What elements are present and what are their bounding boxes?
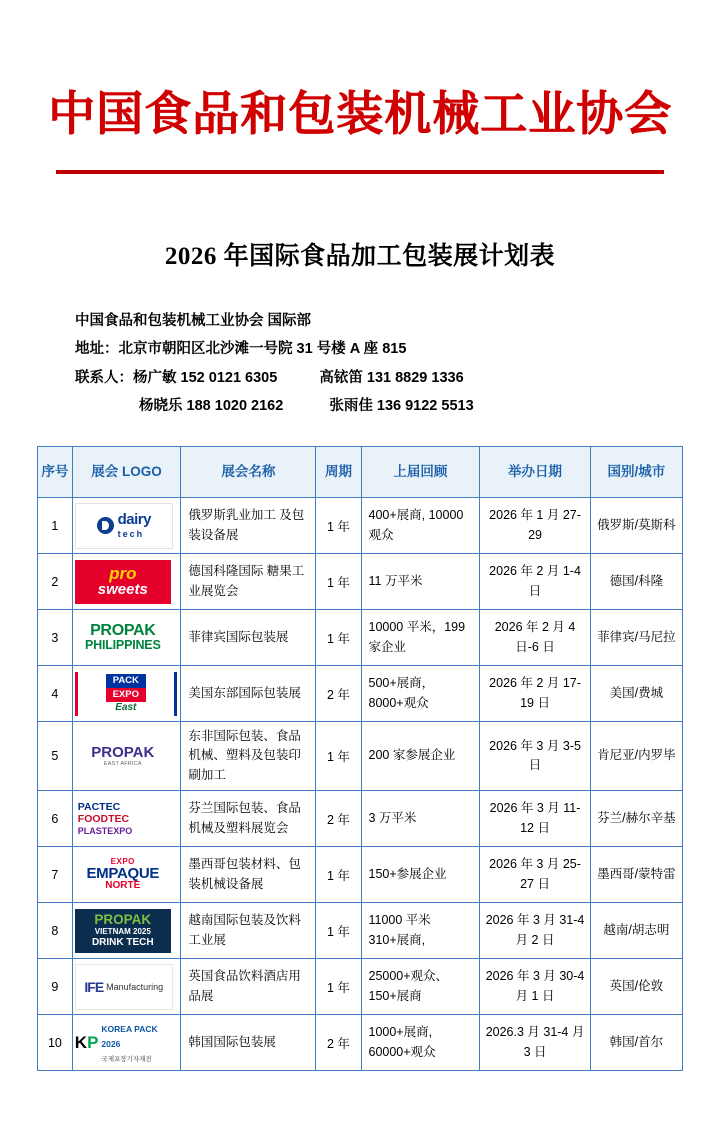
contact-address: 地址：北京市朝阳区北沙滩一号院 31 号楼 A 座 815	[75, 341, 407, 358]
exhibition-place: 德国/科隆	[590, 554, 682, 610]
exhibition-date: 2026.3 月 31-4 月 3 日	[480, 1015, 591, 1071]
exhibition-date: 2026 年 3 月 25-27 日	[480, 847, 591, 903]
exhibition-name: 东非国际包装、食品机械、塑料及包装印刷加工	[181, 722, 316, 791]
contact-person-3: 杨晓乐 188 1020 2162	[139, 397, 284, 414]
exhibition-name: 菲律宾国际包装展	[181, 610, 316, 666]
dairytech-logo: dairy tech	[75, 503, 173, 549]
propak-philippines-logo: PROPAK PHILIPPINES	[75, 616, 171, 660]
exhibition-schedule-table	[37, 446, 683, 1071]
exhibition-name: 美国东部国际包装展	[181, 666, 316, 722]
row-index: 10	[38, 1015, 73, 1071]
exhibition-logo-cell	[72, 554, 181, 610]
contact-department: 中国食品和包装机械工业协会 国际部	[75, 313, 312, 330]
table-row	[38, 959, 683, 1015]
exhibition-logo-cell	[72, 610, 181, 666]
table-header-row	[38, 447, 683, 498]
table-row	[38, 1015, 683, 1071]
exhibition-cycle: 1 年	[316, 847, 361, 903]
exhibition-cycle: 1 年	[316, 498, 361, 554]
table-row	[38, 791, 683, 847]
exhibition-place: 俄罗斯/莫斯科	[590, 498, 682, 554]
exhibition-previous: 500+展商，8000+观众	[361, 666, 480, 722]
contact-persons-row2	[75, 392, 700, 420]
col-logo: 展会 LOGO	[72, 447, 181, 498]
exhibition-logo-cell	[72, 959, 181, 1015]
exhibition-previous: 11000 平米 310+展商,	[361, 903, 480, 959]
exhibition-date: 2026 年 3 月 30-4 月 1 日	[480, 959, 591, 1015]
document-page	[0, 88, 720, 1071]
exhibition-logo-cell	[72, 847, 181, 903]
exhibition-previous: 400+展商, 10000 观众	[361, 498, 480, 554]
exhibition-place: 英国/伦敦	[590, 959, 682, 1015]
contact-person-4: 张雨佳 136 9122 5513	[329, 397, 474, 414]
exhibition-date: 2026 年 3 月 11-12 日	[480, 791, 591, 847]
exhibition-date: 2026 年 3 月 31-4 月 2 日	[480, 903, 591, 959]
exhibition-name: 韩国国际包装展	[181, 1015, 316, 1071]
exhibition-date: 2026 年 2 月 4 日-6 日	[480, 610, 591, 666]
exhibition-name: 德国科隆国际 糖果工业展览会	[181, 554, 316, 610]
row-index: 6	[38, 791, 73, 847]
exhibition-cycle: 1 年	[316, 903, 361, 959]
organization-title: 中国食品和包装机械工业协会	[48, 89, 672, 141]
exhibition-place: 美国/费城	[590, 666, 682, 722]
ife-manufacturing-logo: IFE Manufacturing	[75, 964, 173, 1010]
row-index: 5	[38, 722, 73, 791]
col-previous: 上届回顾	[361, 447, 480, 498]
exhibition-name: 英国食品饮料酒店用品展	[181, 959, 316, 1015]
table-row	[38, 903, 683, 959]
col-index: 序号	[38, 447, 73, 498]
exhibition-previous: 10000 平米，199 家企业	[361, 610, 480, 666]
exhibition-name: 芬兰国际包装、食品机械及塑料展览会	[181, 791, 316, 847]
exhibition-previous: 3 万平米	[361, 791, 480, 847]
exhibition-place: 菲律宾/马尼拉	[590, 610, 682, 666]
expo-empaque-norte-logo: EXPO EMPAQUE NORTE	[75, 853, 171, 897]
prosweets-logo: pro sweets	[75, 560, 171, 604]
document-title: 2026 年国际食品加工包装展计划表	[164, 243, 556, 271]
contact-persons-row1	[75, 364, 700, 392]
exhibition-date: 2026 年 1 月 27-29	[480, 498, 591, 554]
row-index: 8	[38, 903, 73, 959]
exhibition-logo-cell	[72, 791, 181, 847]
exhibition-cycle: 2 年	[316, 1015, 361, 1071]
korea-pack-logo: KP KOREA PACK 2026 국제포장기자재전	[75, 1021, 171, 1065]
exhibition-cycle: 2 年	[316, 791, 361, 847]
droplet-icon	[97, 517, 114, 534]
col-cycle: 周期	[316, 447, 361, 498]
row-index: 4	[38, 666, 73, 722]
exhibition-logo-cell	[72, 722, 181, 791]
col-name: 展会名称	[181, 447, 316, 498]
row-index: 3	[38, 610, 73, 666]
row-index: 2	[38, 554, 73, 610]
propak-east-africa-logo: PROPAK EAST AFRICA	[75, 734, 171, 778]
exhibition-previous: 11 万平米	[361, 554, 480, 610]
row-index: 9	[38, 959, 73, 1015]
row-index: 7	[38, 847, 73, 903]
exhibition-name: 俄罗斯乳业加工 及包装设备展	[181, 498, 316, 554]
contact-person-1: 联系人：杨广敏 152 0121 6305	[75, 369, 278, 386]
exhibition-previous: 1000+展商, 60000+观众	[361, 1015, 480, 1071]
exhibition-place: 芬兰/赫尔辛基	[590, 791, 682, 847]
exhibition-place: 肯尼亚/内罗毕	[590, 722, 682, 791]
exhibition-place: 韩国/首尔	[590, 1015, 682, 1071]
table-row	[38, 610, 683, 666]
red-divider	[56, 170, 664, 174]
exhibition-logo-cell	[72, 1015, 181, 1071]
contact-person-2: 高铱笛 131 8829 1336	[319, 369, 464, 386]
exhibition-logo-cell	[72, 903, 181, 959]
exhibition-cycle: 1 年	[316, 722, 361, 791]
table-row	[38, 847, 683, 903]
contact-block	[75, 307, 700, 420]
table-row	[38, 722, 683, 791]
exhibition-cycle: 2 年	[316, 666, 361, 722]
exhibition-place: 越南/胡志明	[590, 903, 682, 959]
exhibition-previous: 25000+观众、150+展商	[361, 959, 480, 1015]
exhibition-place: 墨西哥/蒙特雷	[590, 847, 682, 903]
exhibition-date: 2026 年 2 月 1-4 日	[480, 554, 591, 610]
col-place: 国别/城市	[590, 447, 682, 498]
exhibition-previous: 200 家参展企业	[361, 722, 480, 791]
propak-vietnam-drinktech-logo: PROPAK VIETNAM 2025 DRINK TECH	[75, 909, 171, 953]
exhibition-logo-cell	[72, 666, 181, 722]
row-index: 1	[38, 498, 73, 554]
table-row	[38, 666, 683, 722]
exhibition-cycle: 1 年	[316, 959, 361, 1015]
exhibition-date: 2026 年 3 月 3-5 日	[480, 722, 591, 791]
exhibition-logo-cell	[72, 498, 181, 554]
exhibition-name: 墨西哥包装材料、包装机械设备展	[181, 847, 316, 903]
col-date: 举办日期	[480, 447, 591, 498]
pack-expo-east-logo: PACK EXPO East	[75, 672, 177, 716]
exhibition-cycle: 1 年	[316, 554, 361, 610]
table-row	[38, 554, 683, 610]
exhibition-name: 越南国际包装及饮料工业展	[181, 903, 316, 959]
exhibition-date: 2026 年 2 月 17-19 日	[480, 666, 591, 722]
exhibition-previous: 150+参展企业	[361, 847, 480, 903]
table-row	[38, 498, 683, 554]
pactec-foodtec-plastexpo-logo: PACTEC FOODTEC PLASTEXPO	[75, 797, 174, 841]
exhibition-cycle: 1 年	[316, 610, 361, 666]
